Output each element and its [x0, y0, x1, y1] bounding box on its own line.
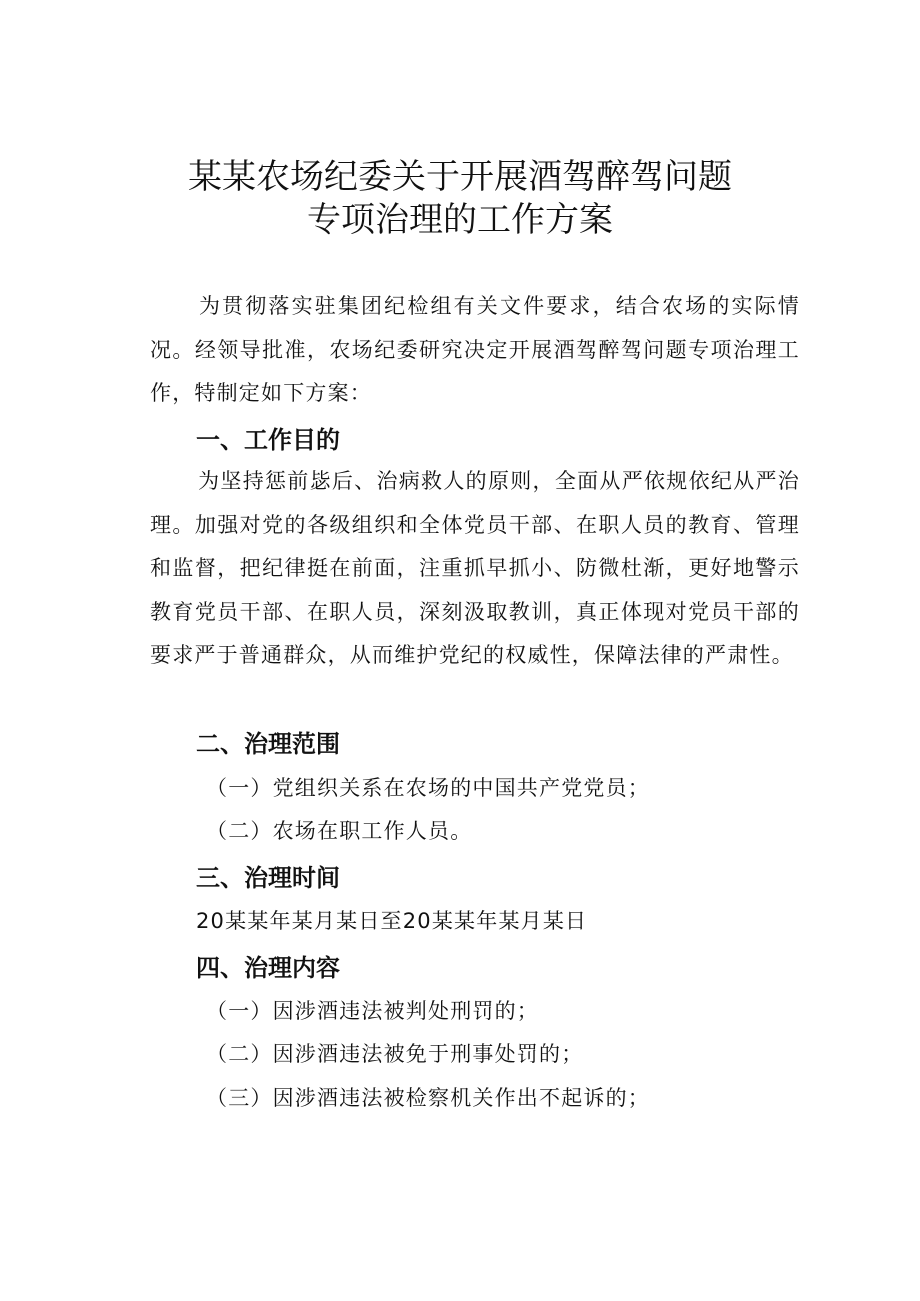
section-4-item-3: （三）因涉酒违法被检察机关作出不起诉的；: [206, 1086, 650, 1110]
section-4-item-1: （一）因涉酒违法被判处刑罚的；: [206, 999, 539, 1023]
document-title-line-2: 专项治理的工作方案: [307, 200, 613, 240]
section-3-heading: 三、治理时间: [196, 864, 340, 892]
section-1-body: 为坚持惩前毖后、治病救人的原则，全面从严依规依纪从严治理。加强对党的各级组织和全体党员干部、在职人员的教育、管理和监督，把纪律挺在前面，注重抓早抓小、防微杜渐，更好地警示教育党员干部、在职人员，深刻汲取教训，真正体现对党员干部的要求严于普通群众，从而维护党纪的权威性，保障法律的严肃性。: [150, 469, 800, 667]
section-3-text: 20某某年某月某日至20某某年某月某日: [196, 909, 588, 933]
intro-paragraph: [150, 285, 800, 416]
section-4-heading: 四、治理内容: [196, 954, 340, 982]
section-4-item-2: （二）因涉酒违法被免于刑事处罚的；: [206, 1042, 584, 1066]
section-2-item-2: （二）农场在职工作人员。: [206, 819, 473, 843]
section-1-paragraph: [150, 460, 800, 678]
document-title-line-1: 某某农场纪委关于开展酒驾醉驾问题: [188, 157, 732, 197]
section-2-heading: 二、治理范围: [196, 730, 340, 758]
section-2-item-1: （一）党组织关系在农场的中国共产党党员；: [206, 776, 650, 800]
section-1-heading: 一、工作目的: [196, 426, 340, 454]
intro-text: 为贯彻落实驻集团纪检组有关文件要求，结合农场的实际情况。经领导批准，农场纪委研究决定开展酒驾醉驾问题专项治理工作，特制定如下方案：: [150, 294, 800, 405]
